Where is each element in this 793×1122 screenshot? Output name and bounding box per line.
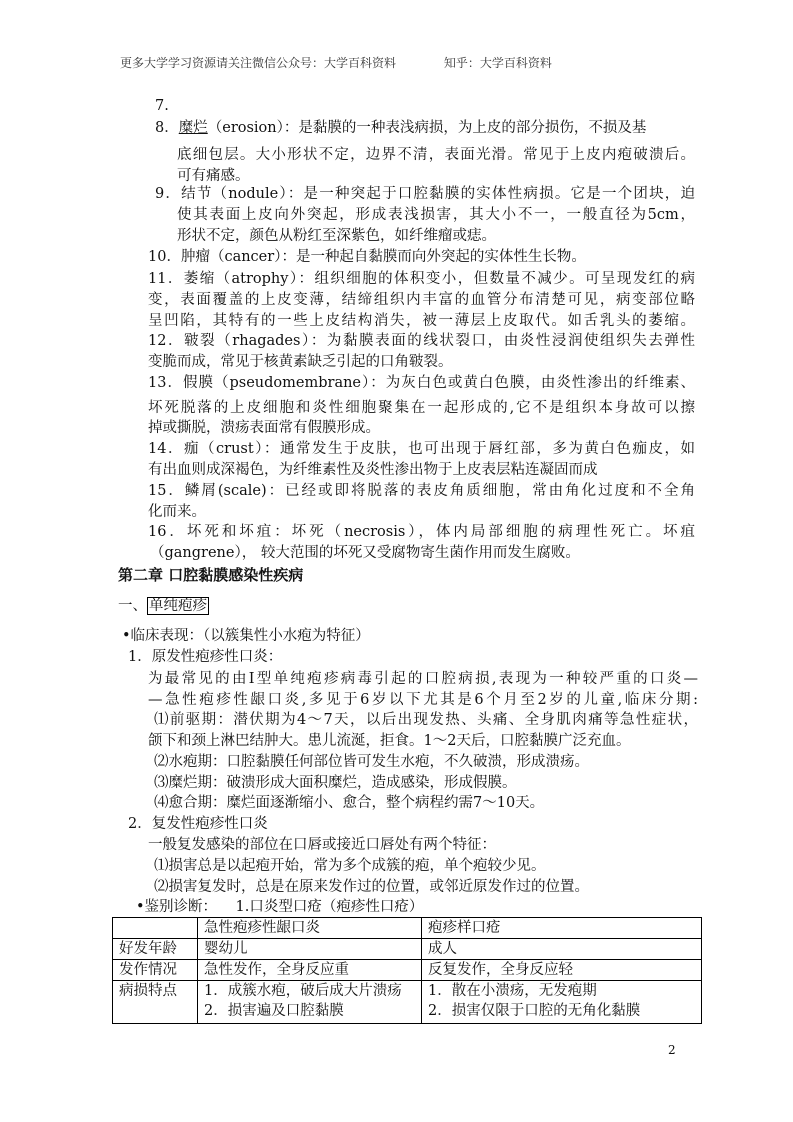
table-cell: 发作情况	[113, 960, 198, 981]
table-cell	[113, 981, 198, 1024]
item-14: 14．痂（crust）：通常发生于皮肤，也可出现于唇红部，多为黄白色痂皮，如	[148, 441, 695, 457]
chapter-title: 第二章 口腔黏膜感染性疾病	[118, 566, 304, 584]
text-line: 一般复发感染的部位在口唇或接近口唇处有两个特征：	[148, 837, 496, 853]
section-prefix: 一、	[118, 598, 147, 614]
item-8-first-line	[155, 118, 646, 138]
text-line: ⑵水疱期：口腔黏膜任何部位皆可发生水疱，不久破溃，形成溃疡。	[154, 754, 589, 770]
table-cell: 成人	[422, 939, 702, 960]
item-15: 15．鳞屑(scale)：已经或即将脱落的表皮角质细胞，常由角化过度和不全角	[148, 483, 695, 499]
table-cell: 婴幼儿	[198, 939, 422, 960]
item-16: 16．坏死和坏疽：坏死（necrosis），体内局部细胞的病理性死亡。坏疽	[148, 524, 695, 540]
text-line: （gangrene）， 较大范围的坏死又受腐物寄生菌作用而发生腐败。	[150, 545, 580, 561]
header-left: 更多大学学习资源请关注微信公众号：大学百科资料	[120, 56, 397, 70]
text-line: 坏死脱落的上皮细胞和炎性细胞聚集在一起形成的,它不是组织本身故可以擦	[148, 400, 695, 416]
table-cell	[113, 918, 198, 939]
text-line: 颌下和颈上淋巴结肿大。患儿流涎，拒食。1～2天后，口腔黏膜广泛充血。	[148, 733, 631, 749]
text-line: 化而来。	[148, 504, 206, 520]
text-line: 使其表面上皮向外突起，形成表浅损害，其大小不一，一般直径为5cm，	[177, 207, 695, 223]
table-cell: 反复发作，全身反应轻	[422, 960, 702, 981]
item-9: 9．结节（nodule）：是一种突起于口腔黏膜的实体性病损。它是一个团块，迫	[155, 186, 695, 202]
term-erosion: 糜烂	[178, 120, 208, 136]
cell-line: 1．成簇水疱，破后成大片溃疡	[204, 983, 402, 999]
bullet-clinical: •临床表现：（以簇集性小水疱为特征）	[122, 628, 370, 644]
text-line: 形状不定，颜色从粉红至深紫色，如纤维瘤或痣。	[177, 228, 496, 244]
text-line: 变脆而成，常见于核黄素缺乏引起的口角皲裂。	[148, 354, 453, 370]
item-13: 13．假膜（pseudomembrane）：为灰白色或黄白色膜，由炎性渗出的纤维素、	[148, 375, 695, 391]
page-number: 2	[668, 1043, 676, 1057]
section-heading	[118, 596, 209, 616]
text-line: ⑴前驱期：潜伏期为4～7天，以后出现发热、头痛、全身肌肉痛等急性症状，	[154, 712, 698, 728]
table-cell: 好发年龄	[113, 939, 198, 960]
item-11: 11．萎缩（atrophy）：组织细胞的体积变小，但数量不减少。可呈现发红的病	[148, 271, 695, 287]
table-row	[113, 960, 702, 981]
text-line: 为最常见的由Ⅰ型单纯疱疹病毒引起的口腔病损,表现为一种较严重的口炎—	[148, 671, 698, 687]
text-line: 可有痛感。	[177, 168, 250, 184]
text-line: 变，表面覆盖的上皮变薄，结缔组织内丰富的血管分布清楚可见，病变部位略	[148, 292, 695, 308]
text-line: 呈凹陷，其特有的一些上皮结构消失，被一薄层上皮取代。如舌乳头的萎缩。	[148, 313, 695, 329]
text-line: ⑵损害复发时，总是在原来发作过的位置，或邻近原发作过的位置。	[154, 879, 589, 895]
table-cell	[422, 981, 702, 1024]
item-number: 8．	[155, 120, 179, 136]
table-row	[113, 939, 702, 960]
table-cell: 急性疱疹性龈口炎	[198, 918, 422, 939]
item-text: （erosion）：是黏膜的一种表浅病损，为上皮的部分损伤，不损及基	[207, 120, 647, 136]
differential-table	[112, 917, 702, 1024]
item-7: 7.	[155, 98, 169, 114]
cell-line: 2．损害仅限于口腔的无角化黏膜	[428, 1003, 641, 1019]
subheading-2: 2．复发性疱疹性口炎	[128, 816, 268, 832]
section-title: 单纯疱疹	[149, 598, 207, 614]
text-line: 有出血则成深褐色，为纤维素性及炎性渗出物于上皮表层粘连凝固而成	[148, 462, 598, 478]
text-line: ⑶糜烂期：破溃形成大面积糜烂，造成感染，形成假膜。	[154, 775, 517, 791]
text-line: 掉或撕脱，溃疡表面常有假膜形成。	[148, 420, 380, 436]
table-cell	[198, 981, 422, 1024]
text-line: ⑴损害总是以起疱开始，常为多个成簇的疱，单个疱较少见。	[154, 858, 546, 874]
table-header-row	[113, 918, 702, 939]
page-header	[120, 54, 596, 71]
text-line: ⑷愈合期：糜烂面逐渐缩小、愈合，整个病程约需7～10天。	[154, 795, 545, 811]
table-cell: 急性发作，全身反应重	[198, 960, 422, 981]
text-line: —急性疱疹性龈口炎,多见于6岁以下尤其是6个月至2岁的儿童,临床分期:	[148, 692, 698, 708]
table-cell: 疱疹样口疮	[422, 918, 702, 939]
item-12: 12．皲裂（rhagades）：为黏膜表面的线状裂口，由炎性浸润使组织失去弹性	[148, 333, 695, 349]
text-line: 底细包层。大小形状不定，边界不清，表面光滑。常见于上皮内疱破溃后。	[177, 147, 695, 163]
bullet-differential: •鉴别诊断： 1.口炎型口疮（疱疹性口疮）	[136, 899, 424, 915]
table-row	[113, 981, 702, 1024]
subheading-1: 1．原发性疱疹性口炎：	[128, 649, 283, 665]
cell-line: 2．损害遍及口腔黏膜	[204, 1003, 344, 1019]
header-right: 知乎：大学百科资料	[443, 56, 552, 70]
cell-line: 1．散在小溃疡，无发疱期	[428, 983, 597, 999]
item-10: 10．肿瘤（cancer）：是一种起自黏膜而向外突起的实体性生长物。	[148, 249, 586, 265]
cell-line: 病损特点	[119, 983, 177, 999]
